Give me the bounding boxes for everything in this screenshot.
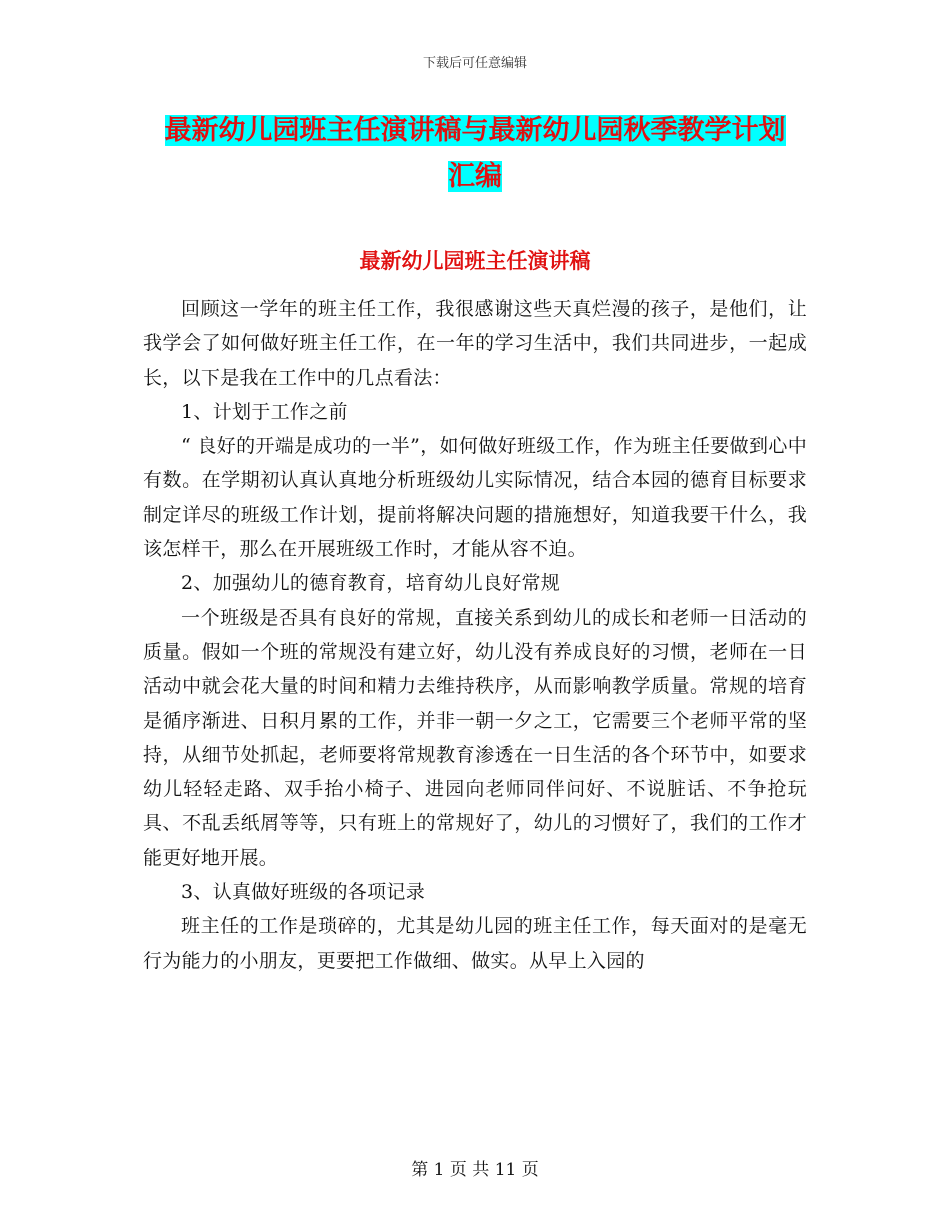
- paragraph: 2、加强幼儿的德育教育，培育幼儿良好常规: [181, 572, 561, 595]
- paragraph: 一个班级是否具有良好的常规，直接关系到幼儿的成长和老师一日活动的质量。假如一个班的常规没有建立好，幼儿没有养成良好的习惯，老师在一日活动中就会花大量的时间和精力去维持秩序，从而影响教学质量。常规的培育是循序渐进、日积月累的工作，并非一朝一夕之工，它需要三个老师平常的坚持，从细节处抓起，老师要将常规教育渗透在一日生活的各个环节中，如要求幼儿轻轻走路、双手抬小椅子、进园向老师同伴问好、不说脏话、不争抢玩具、不乱丢纸屑等等，只有班上的常规好了，幼儿的习惯好了，我们的工作才能更好地开展。: [143, 606, 807, 869]
- document-title: [140, 108, 810, 200]
- body-text: [143, 292, 807, 978]
- section-title: 最新幼儿园班主任演讲稿: [359, 249, 591, 273]
- paragraph: 3、认真做好班级的各项记录: [181, 881, 425, 904]
- document-title-line-2: 汇编: [448, 161, 502, 192]
- document-title-line-1: 最新幼儿园班主任演讲稿与最新幼儿园秋季教学计划: [164, 115, 786, 146]
- paragraph: “ 良好的开端是成功的一半”，如何做好班级工作，作为班主任要做到心中有数。在学期初认真认真地分析班级幼儿实际情况，结合本园的德育目标要求制定详尽的班级工作计划，提前将解决问题的措施想好，知道我要干什么，我该怎样干，那么在开展班级工作时，才能从容不迫。: [143, 435, 807, 561]
- paragraph: 1、计划于工作之前: [181, 400, 348, 423]
- header-note: 下载后可任意编辑: [422, 56, 527, 71]
- paragraph: 回顾这一学年的班主任工作，我很感谢这些天真烂漫的孩子，是他们，让我学会了如何做好班主任工作，在一年的学习生活中，我们共同进步，一起成长，以下是我在工作中的几点看法：: [143, 298, 807, 389]
- paragraph: 班主任的工作是琐碎的，尤其是幼儿园的班主任工作，每天面对的是毫无行为能力的小朋友，更要把工作做细、做实。从早上入园的: [143, 915, 807, 972]
- page-footer: 第 1 页 共 11 页: [411, 1160, 539, 1180]
